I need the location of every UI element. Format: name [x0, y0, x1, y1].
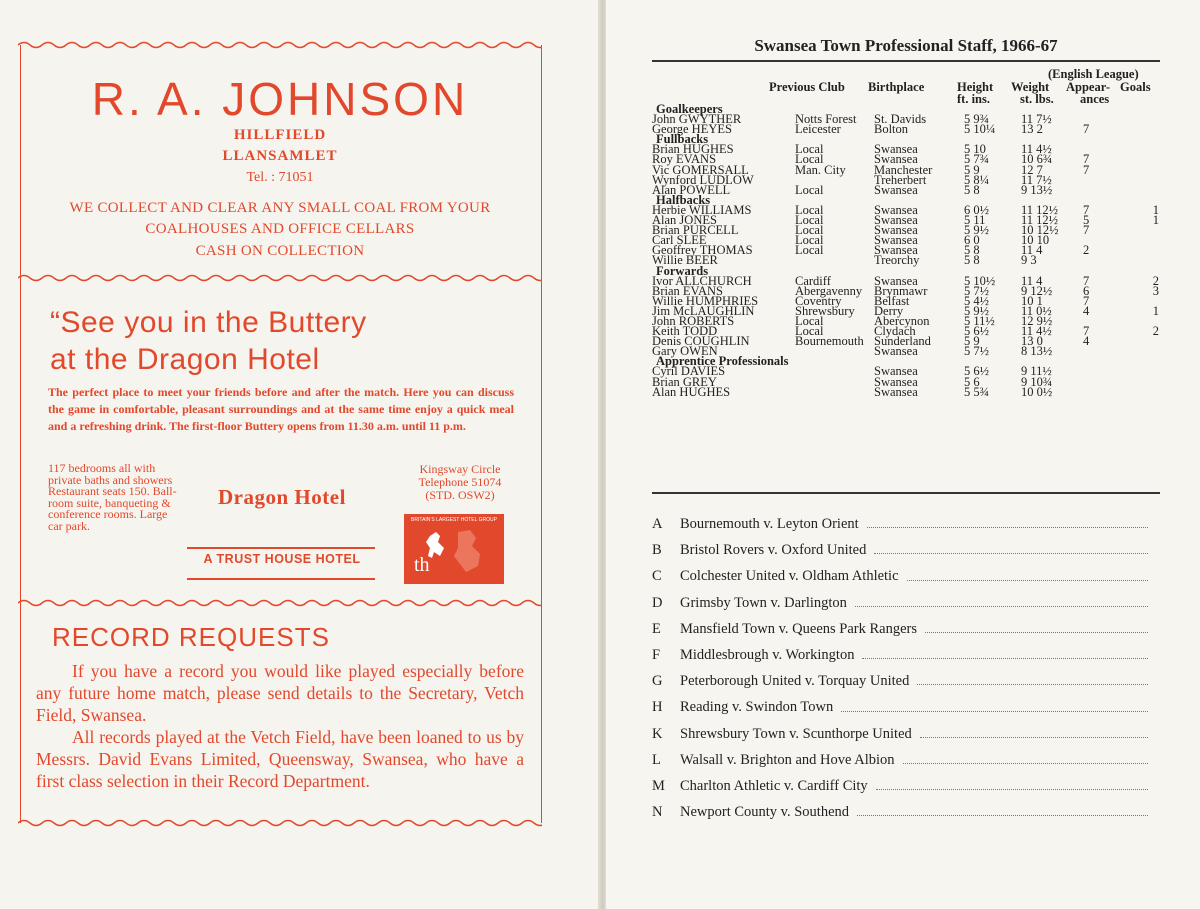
player-height: 5 8 — [964, 243, 980, 258]
player-row — [652, 124, 1159, 134]
record-requests-para1: If you have a record you would like played especially before any future home match, please send details to the Secretary, Vetch Field, Swansea. — [36, 661, 524, 725]
fixture-result-dots — [857, 799, 1148, 816]
fixture-row — [652, 799, 1152, 825]
player-appearances: 7 — [1083, 202, 1090, 217]
player-previous-club — [795, 377, 874, 387]
fixture-row — [652, 511, 1152, 537]
fixture-match: Bristol Rovers v. Oxford United — [680, 542, 867, 559]
player-appearances: 7 — [1083, 273, 1090, 288]
player-previous-club: Local — [795, 142, 824, 157]
fixture-letter: D — [652, 594, 663, 611]
fixture-match: Reading v. Swindon Town — [680, 699, 834, 716]
staff-title: Swansea Town Professional Staff, 1966-67 — [754, 36, 1058, 55]
header-ft-ins: ft. ins. — [957, 92, 990, 106]
player-previous-club: Coventry — [795, 293, 842, 308]
player-name: John ROBERTS — [652, 313, 735, 328]
player-height: 5 9½ — [964, 223, 989, 238]
header-goals: Goals — [1120, 80, 1151, 94]
player-name: Willie HUMPHRIES — [652, 293, 759, 308]
player-height: 5 4½ — [964, 293, 989, 308]
player-previous-club: Abergavenny — [795, 283, 863, 298]
hotel-fact-line: Restaurant seats 150. Ball- — [48, 484, 177, 498]
player-weight: 11 4½ — [1021, 142, 1052, 157]
player-birthplace: Brynmawr — [874, 283, 928, 298]
fixture-row — [652, 563, 1152, 589]
player-name: Geoffrey THOMAS — [652, 243, 753, 258]
player-birthplace: Swansea — [874, 374, 918, 389]
player-goals — [1141, 387, 1159, 397]
fixture-row — [652, 694, 1152, 720]
player-height: 5 10 — [964, 142, 986, 157]
player-appearances — [1083, 377, 1141, 387]
player-appearances — [1083, 175, 1141, 185]
player-name: Roy EVANS — [652, 152, 717, 167]
player-name: Brian PURCELL — [652, 223, 739, 238]
fixture-match: Walsall v. Brighton and Hove Albion — [680, 751, 895, 768]
fixture-result-dots — [874, 537, 1148, 554]
johnson-address1: HILLFIELD — [233, 127, 327, 143]
fixture-letter: N — [652, 804, 663, 821]
dragon-hotel-logo: Dragon Hotel — [218, 485, 346, 509]
fixture-letter: F — [652, 646, 661, 663]
buttery-title-1: “See you in the Buttery — [50, 306, 367, 339]
player-name: Keith TODD — [652, 324, 718, 339]
player-goals — [1141, 185, 1159, 195]
player-name: Brian HUGHES — [652, 142, 734, 157]
player-appearances — [1083, 366, 1141, 376]
player-appearances — [1083, 185, 1141, 195]
staff-section-heading: Goalkeepers — [656, 102, 723, 116]
player-goals — [1141, 255, 1159, 265]
player-weight: 9 13½ — [1021, 182, 1053, 197]
fixture-match: Mansfield Town v. Queens Park Rangers — [680, 620, 917, 637]
header-weight: Weight — [1011, 80, 1050, 94]
player-previous-club: Cardiff — [795, 273, 831, 288]
johnson-tel: Tel. : 71051 — [246, 170, 314, 185]
player-height: 5 7½ — [964, 283, 989, 298]
player-goals: 3 — [1152, 283, 1159, 298]
player-name: Carl SLEE — [652, 233, 707, 248]
player-weight: 12 9½ — [1021, 313, 1053, 328]
player-goals — [1141, 175, 1159, 185]
player-birthplace: Treorchy — [874, 253, 920, 268]
fixture-result-dots — [876, 773, 1148, 790]
fixture-letter: B — [652, 542, 662, 559]
fixture-result-dots — [917, 668, 1148, 685]
player-appearances — [1083, 255, 1141, 265]
player-height: 5 9 — [964, 334, 980, 349]
header-ances: ances — [1080, 92, 1110, 106]
player-appearances: 5 — [1083, 213, 1090, 228]
player-goals: 1 — [1152, 202, 1159, 217]
player-birthplace: Swansea — [874, 213, 918, 228]
player-weight: 11 4 — [1021, 243, 1043, 258]
player-birthplace: Manchester — [874, 162, 933, 177]
player-height: 5 10¼ — [964, 122, 996, 137]
player-name: Herbie WILLIAMS — [652, 202, 752, 217]
player-weight: 13 0 — [1021, 334, 1043, 349]
player-height: 5 6 — [964, 374, 980, 389]
player-birthplace: Sunderland — [874, 334, 931, 349]
player-goals — [1141, 154, 1159, 164]
player-weight: 11 4 — [1021, 273, 1043, 288]
player-previous-club: Local — [795, 182, 824, 197]
player-goals: 2 — [1152, 273, 1159, 288]
fixture-result-dots — [925, 616, 1148, 633]
player-previous-club: Local — [795, 202, 824, 217]
player-name: Vic GOMERSALL — [652, 162, 749, 177]
fixture-match: Peterborough United v. Torquay United — [680, 673, 910, 690]
fixture-match: Colchester United v. Oldham Athletic — [680, 568, 899, 585]
fixture-row — [652, 773, 1152, 799]
player-birthplace: Clydach — [874, 324, 916, 339]
player-weight: 9 11½ — [1021, 364, 1052, 379]
player-height: 6 0½ — [964, 202, 989, 217]
fixture-letter: L — [652, 751, 661, 768]
player-goals — [1141, 144, 1159, 154]
player-weight: 10 1 — [1021, 293, 1043, 308]
player-height: 5 6½ — [964, 364, 989, 379]
johnson-line1: WE COLLECT AND CLEAR ANY SMALL COAL FROM YOUR — [69, 200, 491, 216]
fixture-letter: K — [652, 725, 663, 742]
hotel-facts — [48, 463, 213, 532]
player-birthplace: Swansea — [874, 142, 918, 157]
player-previous-club: Local — [795, 243, 824, 258]
player-previous-club: Local — [795, 324, 824, 339]
player-weight: 11 12½ — [1021, 213, 1059, 228]
fixture-match: Newport County v. Southend — [680, 804, 850, 821]
player-name: Brian GREY — [652, 374, 717, 389]
player-name: Alan POWELL — [652, 182, 731, 197]
player-previous-club: Bournemouth — [795, 334, 864, 349]
player-appearances — [1083, 114, 1141, 124]
player-goals: 1 — [1152, 213, 1159, 228]
staff-section-heading: Halfbacks — [656, 192, 711, 207]
player-birthplace: Swansea — [874, 344, 918, 359]
player-goals — [1141, 124, 1159, 134]
fixture-match: Shrewsbury Town v. Scunthorpe United — [680, 725, 912, 742]
player-appearances: 4 — [1083, 334, 1090, 349]
player-goals: 1 — [1152, 303, 1159, 318]
player-previous-club: Man. City — [795, 162, 846, 177]
trust-rule-bottom — [187, 578, 375, 580]
player-height: 5 6½ — [964, 324, 989, 339]
fixture-row — [652, 616, 1152, 642]
player-height: 5 11 — [964, 213, 986, 228]
fixture-match: Middlesbrough v. Workington — [680, 646, 855, 663]
hotel-fact-line: car park. — [48, 518, 90, 533]
fixture-match: Bournemouth v. Leyton Orient — [680, 516, 859, 532]
player-name: Denis COUGHLIN — [652, 334, 750, 349]
hotel-fact-line: conference rooms. Large — [48, 507, 168, 521]
player-birthplace: Swansea — [874, 182, 918, 197]
record-requests-title: RECORD REQUESTS — [52, 622, 330, 652]
player-birthplace: Bolton — [874, 122, 909, 137]
player-appearances: 7 — [1083, 324, 1090, 339]
record-requests-para2: All records played at the Vetch Field, have been loaned to us by Messrs. David Evans Limited, Queensway, Swansea, who have a first class selection in their Record Department. — [36, 727, 524, 791]
player-birthplace: Swansea — [874, 384, 918, 399]
player-goals — [1141, 235, 1159, 245]
player-birthplace: Swansea — [874, 233, 918, 248]
fixture-letter: E — [652, 620, 661, 637]
player-height: 5 10½ — [964, 273, 996, 288]
fixture-result-dots — [920, 721, 1148, 738]
fixture-row — [652, 537, 1152, 563]
player-appearances: 6 — [1083, 283, 1090, 298]
player-previous-club: Local — [795, 213, 824, 228]
player-height: 5 11½ — [964, 313, 995, 328]
fixture-letter: M — [652, 777, 665, 794]
fixture-result-dots — [862, 642, 1148, 659]
fixture-result-dots — [907, 563, 1148, 580]
trust-house-text: A TRUST HOUSE HOTEL — [203, 552, 361, 566]
fixture-row — [652, 747, 1152, 773]
player-name: Willie BEER — [652, 253, 718, 268]
player-appearances: 7 — [1083, 293, 1090, 308]
staff-table — [652, 104, 1159, 397]
player-name: Alan HUGHES — [652, 384, 731, 399]
player-name: Ivor ALLCHURCH — [652, 273, 752, 288]
player-weight: 10 12½ — [1021, 223, 1059, 238]
player-weight: 9 3 — [1021, 253, 1037, 268]
trust-house-logo — [404, 514, 504, 584]
player-previous-club: Local — [795, 152, 824, 167]
record-requests-body — [36, 660, 524, 792]
player-birthplace: Swansea — [874, 243, 918, 258]
hotel-contact-line: (STD. OSW2) — [425, 488, 495, 502]
staff-section-heading: Fullbacks — [656, 132, 709, 147]
player-weight: 10 0½ — [1021, 384, 1053, 399]
header-birthplace: Birthplace — [868, 80, 925, 94]
player-birthplace: Swansea — [874, 223, 918, 238]
player-name: Gary OWEN — [652, 344, 718, 359]
player-previous-club — [795, 387, 874, 397]
player-weight: 11 7½ — [1021, 112, 1052, 127]
player-appearances — [1083, 316, 1141, 326]
player-height: 5 8 — [964, 182, 980, 197]
player-goals — [1141, 346, 1159, 356]
player-previous-club: Local — [795, 233, 824, 248]
player-height: 5 9¾ — [964, 112, 989, 127]
player-birthplace: Swansea — [874, 202, 918, 217]
header-height: Height — [957, 80, 994, 94]
trust-rule-top — [187, 547, 375, 549]
fixture-letter: C — [652, 568, 662, 585]
player-previous-club: Notts Forest — [795, 112, 857, 127]
player-appearances: 4 — [1083, 303, 1090, 318]
header-appearances: Appear- — [1066, 80, 1110, 94]
player-goals — [1141, 165, 1159, 175]
hotel-contact-line: Telephone 51074 — [418, 475, 502, 489]
fixture-row — [652, 668, 1152, 694]
th-monogram: th — [414, 554, 430, 576]
player-height: 5 7½ — [964, 344, 989, 359]
player-weight: 12 7 — [1021, 162, 1043, 177]
player-goals — [1141, 366, 1159, 376]
player-height: 5 7¾ — [964, 152, 989, 167]
player-appearances: 7 — [1083, 162, 1090, 177]
player-weight: 8 13½ — [1021, 344, 1053, 359]
player-weight: 11 4½ — [1021, 324, 1052, 339]
hotel-contact-line: Kingsway Circle — [419, 462, 501, 476]
player-appearances — [1083, 346, 1141, 356]
buttery-title-2: at the Dragon Hotel — [50, 343, 320, 376]
player-name: George HEYES — [652, 122, 732, 137]
player-birthplace: Treherbert — [874, 172, 927, 187]
header-st-lbs: st. lbs. — [1020, 92, 1054, 106]
player-row — [652, 185, 1159, 195]
fixture-result-dots — [867, 511, 1148, 528]
player-previous-club: Local — [795, 313, 824, 328]
trust-house-tagline: BRITAIN'S LARGEST HOTEL GROUP — [411, 517, 497, 523]
fixture-result-dots — [841, 694, 1148, 711]
player-goals — [1141, 377, 1159, 387]
player-weight: 10 10 — [1021, 233, 1050, 248]
player-goals — [1141, 245, 1159, 255]
fixture-result-dots — [903, 747, 1148, 764]
staff-title-rule — [652, 60, 1160, 62]
hotel-fact-line: 117 bedrooms all with — [48, 461, 156, 475]
player-birthplace: St. Davids — [874, 112, 927, 127]
fixture-row — [652, 642, 1152, 668]
player-appearances: 7 — [1083, 122, 1090, 137]
johnson-name: R. A. JOHNSON — [91, 73, 469, 125]
player-row — [652, 387, 1159, 397]
fixture-match: Charlton Athletic v. Cardiff City — [680, 777, 868, 794]
player-appearances: 7 — [1083, 223, 1090, 238]
header-league: (English League) — [1048, 67, 1139, 81]
player-appearances: 2 — [1083, 243, 1090, 258]
player-name: Alan JONES — [652, 213, 717, 228]
fixture-letter: H — [652, 699, 663, 716]
player-birthplace: Derry — [874, 303, 904, 318]
header-previous-club: Previous Club — [769, 80, 845, 94]
player-previous-club — [795, 366, 874, 376]
staff-section-heading: Apprentice Professionals — [656, 354, 789, 369]
fixture-match: Grimsby Town v. Darlington — [680, 594, 847, 611]
player-birthplace: Swansea — [874, 273, 918, 288]
hotel-fact-line: private baths and showers — [48, 472, 173, 487]
player-height: 5 9 — [964, 162, 980, 177]
player-goals — [1141, 114, 1159, 124]
johnson-address2: LLANSAMLET — [222, 148, 338, 164]
player-previous-club: Shrewsbury — [795, 303, 855, 318]
staff-section-heading: Forwards — [656, 263, 709, 278]
player-appearances — [1083, 144, 1141, 154]
player-appearances — [1083, 235, 1141, 245]
buttery-body: The perfect place to meet your friends before and after the match. Here you can discuss the game in comfortable, pleasant surroundings and at the same time enjoy a quick meal and a refreshing drink. The first-floor Buttery opens from 11.30 a.m. until 11 p.m. — [48, 385, 514, 433]
player-previous-club: Leicester — [795, 122, 841, 137]
player-weight: 11 12½ — [1021, 202, 1059, 217]
johnson-line2: COALHOUSES AND OFFICE CELLARS — [145, 221, 415, 237]
player-birthplace: Swansea — [874, 364, 918, 379]
player-name: John GWYTHER — [652, 112, 742, 127]
johnson-line3: CASH ON COLLECTION — [195, 243, 365, 259]
player-height: 5 8 — [964, 253, 980, 268]
player-weight: 9 12½ — [1021, 283, 1053, 298]
player-height: 6 0 — [964, 233, 980, 248]
player-goals: 2 — [1152, 324, 1159, 339]
player-name: Jim McLAUGHLIN — [652, 303, 755, 318]
fixture-letter: G — [652, 673, 663, 690]
player-weight: 13 2 — [1021, 122, 1043, 137]
player-previous-club: Local — [795, 223, 824, 238]
player-name: Wynford LUDLOW — [652, 172, 754, 187]
player-birthplace: Belfast — [874, 293, 910, 308]
staff-bottom-rule — [652, 492, 1160, 494]
hotel-fact-line: room suite, banqueting & — [48, 495, 171, 510]
player-weight: 11 7½ — [1021, 172, 1052, 187]
player-height: 5 8¼ — [964, 172, 989, 187]
hotel-contact — [400, 463, 520, 502]
player-weight: 10 6¾ — [1021, 152, 1053, 167]
player-weight: 9 10¾ — [1021, 374, 1053, 389]
fixture-letter: A — [652, 516, 663, 532]
player-height: 5 9½ — [964, 303, 989, 318]
player-appearances — [1083, 387, 1141, 397]
player-appearances: 7 — [1083, 152, 1090, 167]
player-birthplace: Abercynon — [874, 313, 930, 328]
player-birthplace: Swansea — [874, 152, 918, 167]
fixture-result-dots — [855, 590, 1148, 607]
fixtures-list — [652, 511, 1152, 825]
fixture-row — [652, 721, 1152, 747]
player-name: Brian EVANS — [652, 283, 723, 298]
player-height: 5 5¾ — [964, 384, 989, 399]
player-name: Cyril DAVIES — [652, 364, 726, 379]
fixture-row — [652, 590, 1152, 616]
player-weight: 11 0½ — [1021, 303, 1052, 318]
